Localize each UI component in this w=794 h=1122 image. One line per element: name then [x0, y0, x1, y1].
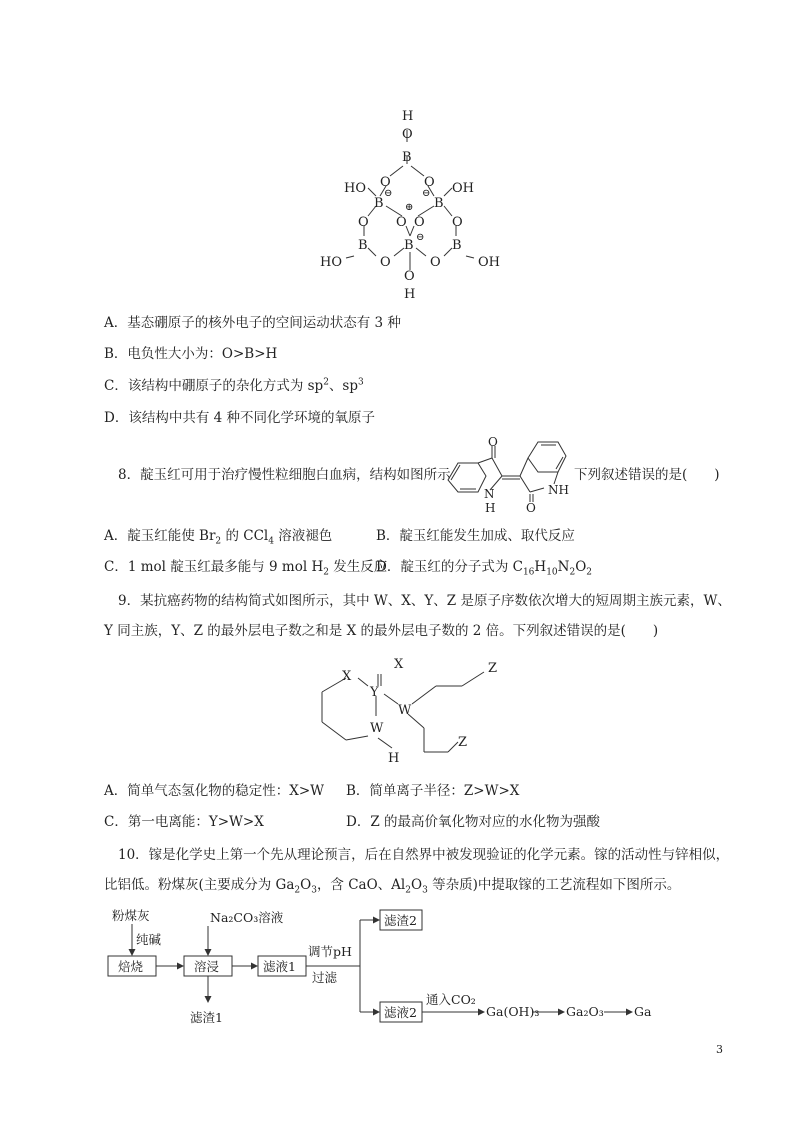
atom-x-top: X [394, 657, 404, 672]
charge-minus-center: ⊖ [416, 232, 425, 243]
flow-filtrate2: 滤液2 [384, 1005, 417, 1020]
q10-stem-2 [104, 876, 680, 894]
q9-option-a: A．简单气态氢化物的稳定性：X>W [104, 783, 325, 799]
q8-d-mid2: N [557, 559, 570, 575]
q8-stem-post: 下列叙述错误的是( ) [574, 467, 720, 483]
atom-b-br: B [452, 238, 462, 253]
q8-d-mid3: O [575, 559, 587, 575]
flow-gaoh3: Ga(OH)₃ [486, 1004, 540, 1019]
flow-na2co3: Na₂CO₃溶液 [210, 910, 284, 925]
process-flow-diagram [100, 900, 680, 1030]
atom-h: H [388, 751, 400, 766]
q10-m3: O [410, 877, 423, 893]
indirubin-o-bottom: O [526, 501, 536, 514]
atom-b-center: B [404, 238, 414, 253]
charge-minus-right: ⊖ [422, 188, 431, 199]
q8-c-post: 发生反应 [328, 559, 388, 575]
anticancer-structure [312, 652, 512, 768]
atom-o-bottom: O [404, 269, 415, 284]
q9-stem-1: 9．某抗癌药物的结构简式如图所示，其中 W、X、Y、Z 是原子序数依次增大的短周期主族元素，W、 [118, 593, 731, 609]
q8-option-a [104, 527, 332, 545]
flow-leach: 溶浸 [194, 959, 220, 974]
q10-stem2-pre: 比铝低。粉煤灰(主要成分为 Ga [104, 877, 295, 893]
indirubin-structure [440, 436, 580, 514]
flow-roast: 焙烧 [118, 959, 144, 974]
q10-stem2-post: 等杂质)中提取镓的工艺流程如下图所示。 [427, 877, 681, 893]
q10-m1: O [300, 877, 312, 893]
q7-c-mid: 、sp [328, 378, 359, 394]
q9-stem-2: Y 同主族，Y、Z 的最外层电子数之和是 X 的最外层电子数的 2 倍。下列叙述错误的是( ) [104, 623, 659, 639]
flow-residue2: 滤渣2 [384, 913, 417, 928]
atom-o-tr: O [424, 175, 435, 190]
flow-soda: 纯碱 [136, 932, 162, 947]
q8-option-d [376, 558, 592, 576]
q10-stem-1: 10．镓是化学史上第一个先从理论预言，后在自然界中被发现验证的化学元素。镓的活动性与锌相似， [118, 847, 730, 863]
q8-a-mid: 的 CCl [221, 528, 269, 544]
atom-ho-bl: HO [320, 255, 342, 270]
q8-d-sub3: 2 [569, 567, 576, 578]
q8-a-sub2: 4 [268, 536, 274, 547]
q9-option-b: B．简单离子半径：Z>W>X [346, 783, 520, 799]
q8-d-mid1: H [534, 559, 547, 575]
q10-s1: 2 [294, 885, 301, 896]
q7-option-c [104, 377, 364, 395]
q8-d-sub1: 16 [522, 567, 535, 578]
atom-b-top: B [402, 150, 412, 165]
q10-s3: 2 [405, 885, 411, 896]
q7-option-b: B．电负性大小为：O>B>H [104, 346, 278, 362]
atom-x-ring: X [342, 669, 352, 684]
borate-structure [310, 108, 510, 303]
page-number: 3 [716, 1043, 723, 1056]
flow-co2: 通入CO₂ [426, 992, 476, 1007]
atom-h-bottom: H [404, 287, 416, 302]
flow-fly-ash: 粉煤灰 [112, 908, 150, 923]
charge-plus: ⊕ [405, 202, 414, 213]
flow-ga2o3: Ga₂O₃ [566, 1004, 604, 1019]
atom-z-top: Z [488, 661, 498, 676]
q8-d-pre: D．靛玉红的分子式为 C [376, 559, 523, 575]
indirubin-o-top: O [488, 436, 498, 449]
q8-c-sub: 2 [323, 567, 329, 578]
q8-d-sub2: 10 [546, 567, 558, 578]
flow-ga: Ga [634, 1004, 652, 1019]
flow-filtrate1: 滤液1 [263, 959, 296, 974]
q8-option-c [104, 558, 387, 576]
atom-o-tl: O [380, 175, 391, 190]
atom-o-ml: O [358, 215, 369, 230]
q8-stem-pre: 8．靛玉红可用于治疗慢性粒细胞白血病，结构如图所示 [118, 467, 451, 483]
atom-o-mr: O [452, 215, 463, 230]
q10-s4: 3 [422, 885, 428, 896]
q8-a-sub: 2 [215, 536, 222, 547]
q8-a-pre: A．靛玉红能使 Br [104, 528, 216, 544]
q10-m2: ，含 CaO、Al [316, 877, 406, 893]
indirubin-n-left: N [484, 487, 495, 501]
indirubin-nh-right: NH [548, 483, 569, 497]
atom-ho-left: HO [344, 181, 366, 196]
atom-oh-br: OH [478, 255, 500, 270]
q7-c-pre: C．该结构中硼原子的杂化方式为 sp [104, 378, 324, 394]
q7-c-sup2: 3 [358, 377, 364, 388]
charge-minus-left: ⊖ [384, 188, 393, 199]
indirubin-h-left: H [485, 501, 496, 514]
atom-z-bottom: Z [458, 735, 468, 750]
q7-c-sup1: 2 [323, 377, 329, 388]
atom-oh-right: OH [452, 181, 474, 196]
q9-option-d: D．Z 的最高价氧化物对应的水化物为强酸 [346, 814, 600, 830]
flow-residue1: 滤渣1 [190, 1010, 223, 1025]
q7-option-d: D．该结构中共有 4 种不同化学环境的氧原子 [104, 410, 375, 426]
q7-option-a: A．基态硼原子的核外电子的空间运动状态有 3 种 [104, 315, 401, 331]
atom-y: Y [370, 685, 379, 700]
atom-o-top: O [402, 127, 413, 142]
q8-c-pre: C．1 mol 靛玉红最多能与 9 mol H [104, 559, 324, 575]
atom-o-br: O [430, 255, 441, 270]
q9-option-c: C．第一电离能：Y>W>X [104, 814, 264, 830]
atom-b-right: B [434, 196, 444, 211]
atom-b-bl: B [358, 238, 368, 253]
q8-option-b: B．靛玉红能发生加成、取代反应 [376, 528, 575, 544]
atom-b-left: B [374, 196, 384, 211]
atom-o-cr: O [414, 215, 425, 230]
q8-d-sub4: 2 [586, 567, 592, 578]
atom-h-top: H [402, 109, 414, 124]
atom-o-cl: O [396, 215, 407, 230]
atom-o-bl: O [380, 255, 391, 270]
flow-adjust-ph: 调节pH [308, 944, 352, 959]
q10-s2: 3 [311, 885, 317, 896]
atom-w-ring: W [370, 721, 384, 736]
flow-filter: 过滤 [312, 970, 338, 985]
q8-a-post: 溶液褪色 [273, 528, 333, 544]
atom-w-chain: W [398, 703, 412, 718]
